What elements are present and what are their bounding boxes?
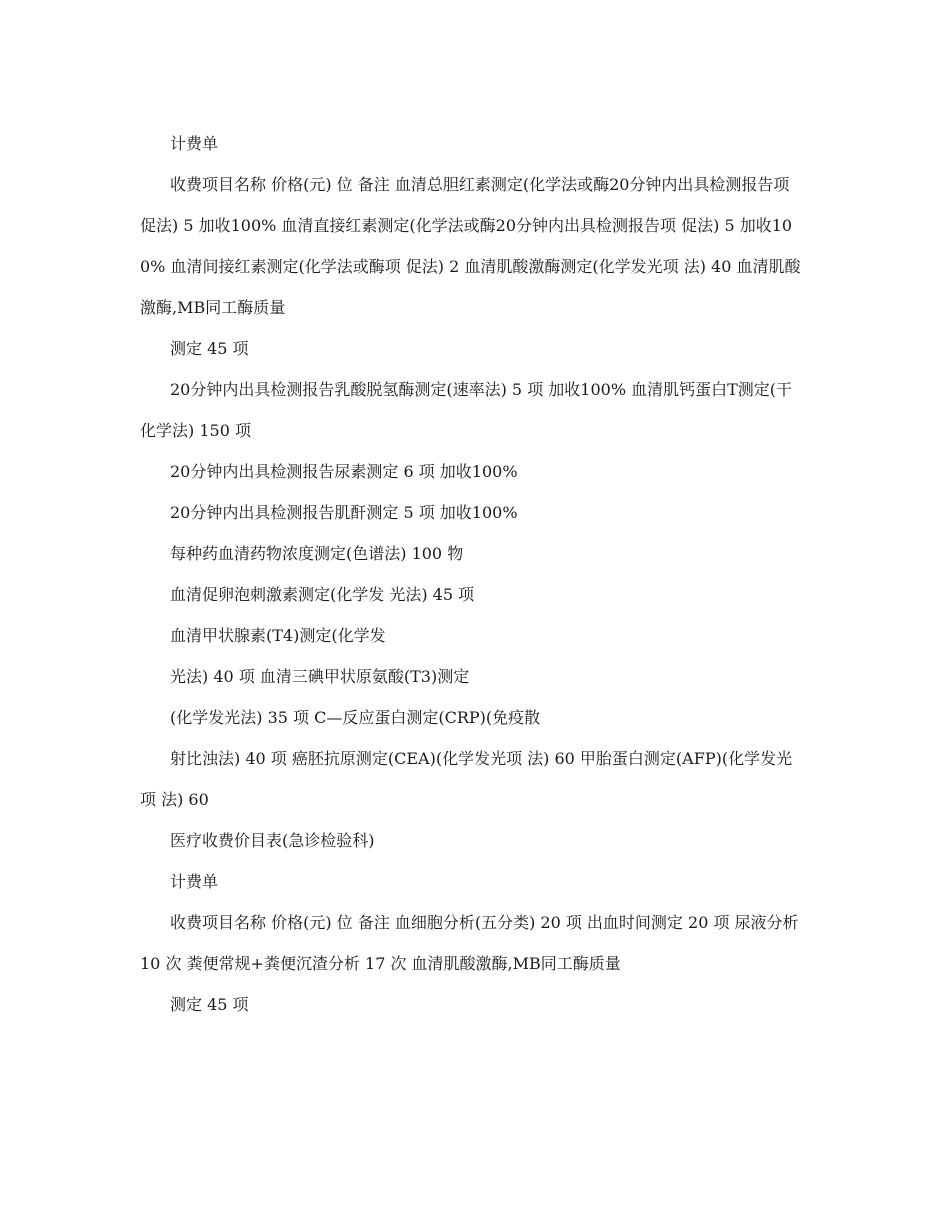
paragraph-fee-items-6: 每种药血清药物浓度测定(色谱法) 100 物 [170, 544, 464, 563]
paragraph-fee-items-10: (化学发光法) 35 项 C—反应蛋白测定(CRP)(免疫散 [170, 708, 541, 727]
paragraph-fee-items-12: 收费项目名称 价格(元) 位 备注 血细胞分析(五分类) 20 项 出血时间测定 20 项 尿液分析 10 次 粪便常规+粪便沉渣分析 17 次 血清肌酸激酶,MB同工酶质量 [140, 913, 799, 973]
paragraph-fee-items-1: 收费项目名称 价格(元) 位 备注 血清总胆红素测定(化学法或酶20分钟内出具检测报告项 促法) 5 加收100% 血清直接红素测定(化学法或酶20分钟内出具检测报告项 促法) 5 加收100% 血清间接红素测定(化学法或酶项 促法) 2 血清肌酸激酶测定(化学发光项 法) 40 血清肌酸激酶,MB同工酶质量 [140, 175, 801, 317]
paragraph-fee-items-2: 测定 45 项 [170, 339, 249, 358]
paragraph-fee-items-7: 血清促卵泡刺激素测定(化学发 光法) 45 项 [170, 585, 475, 604]
paragraph-fee-items-9: 光法) 40 项 血清三碘甲状原氨酸(T3)测定 [170, 667, 470, 686]
paragraph-fee-items-4: 20分钟内出具检测报告尿素测定 6 项 加收100% [170, 462, 518, 481]
paragraph-fee-items-8: 血清甲状腺素(T4)测定(化学发 [170, 626, 386, 645]
heading-billing-sheet: 计费单 [170, 134, 219, 153]
paragraph-fee-items-11: 射比浊法) 40 项 癌胚抗原测定(CEA)(化学发光项 法) 60 甲胎蛋白测定(AFP)(化学发光项 法) 60 [140, 749, 793, 809]
heading-price-list-emergency-lab: 医疗收费价目表(急诊检验科) [170, 831, 375, 850]
heading-billing-sheet-2: 计费单 [170, 872, 219, 891]
paragraph-fee-items-5: 20分钟内出具检测报告肌酐测定 5 项 加收100% [170, 503, 518, 522]
document-body [140, 123, 804, 1025]
paragraph-fee-items-13: 测定 45 项 [170, 995, 249, 1014]
paragraph-fee-items-3: 20分钟内出具检测报告乳酸脱氢酶测定(速率法) 5 项 加收100% 血清肌钙蛋白T测定(干化学法) 150 项 [140, 380, 793, 440]
